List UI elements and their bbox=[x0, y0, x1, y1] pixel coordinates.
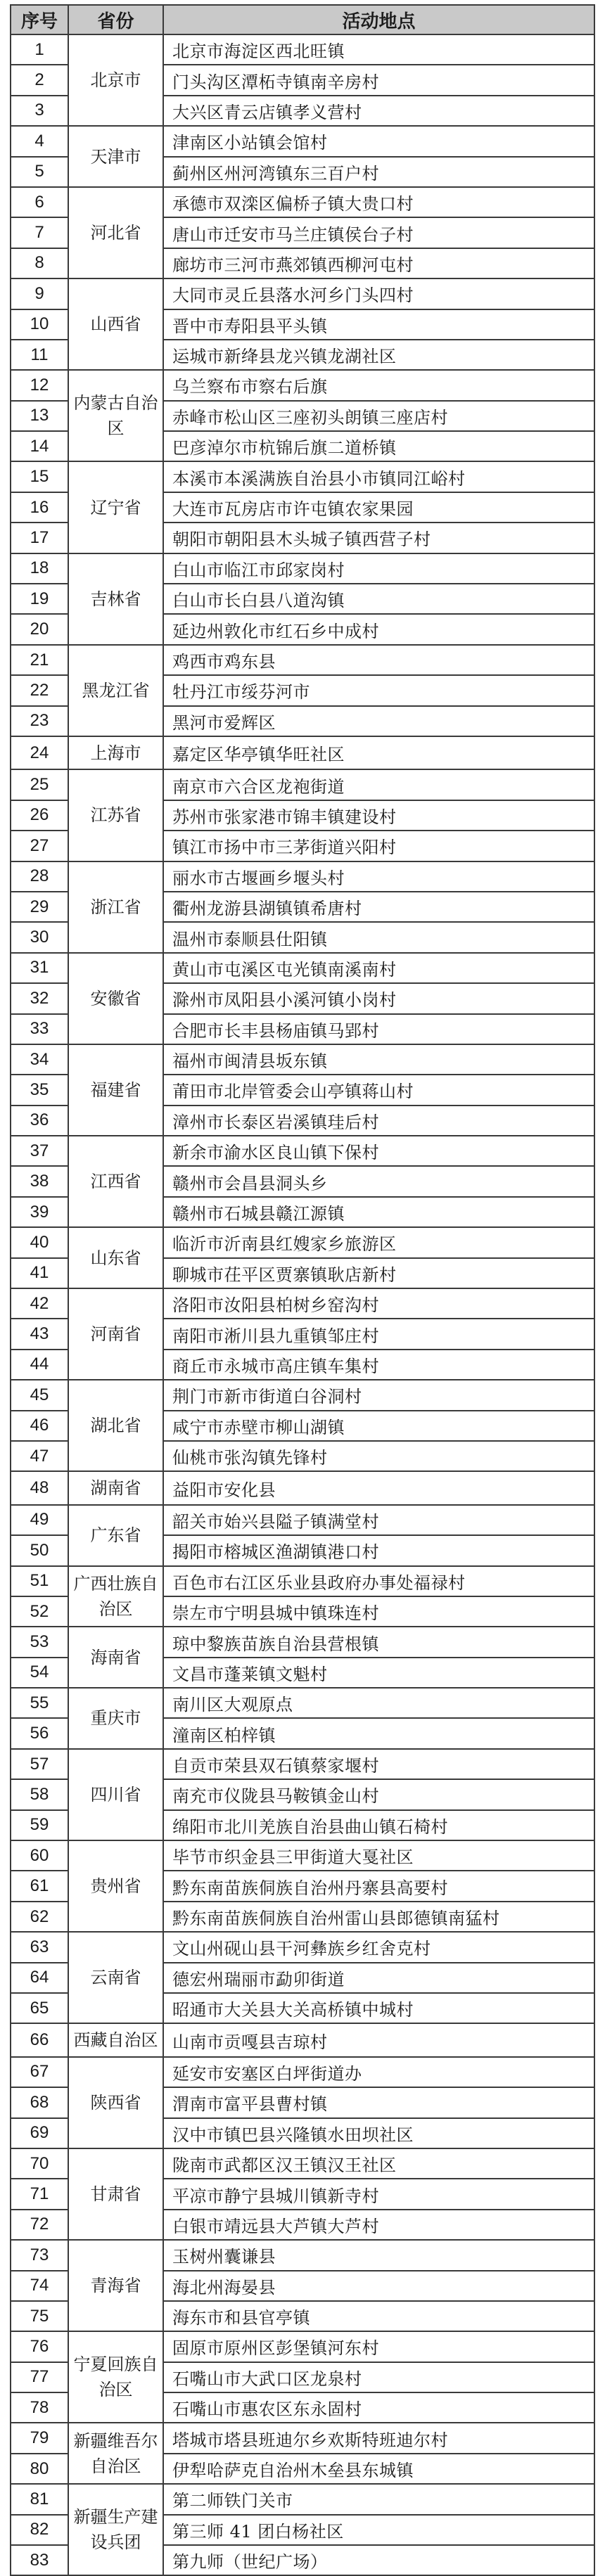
row-index: 40 bbox=[11, 1227, 68, 1257]
province-cell: 广西壮族自治区 bbox=[68, 1566, 163, 1627]
location-cell: 山南市贡嘎县吉琼村 bbox=[163, 2023, 594, 2056]
location-cell: 第二师铁门关市 bbox=[163, 2484, 594, 2514]
location-cell: 运城市新绛县龙兴镇龙湖社区 bbox=[163, 340, 594, 370]
location-cell: 陇南市武都区汉王镇汉王社区 bbox=[163, 2148, 594, 2179]
location-cell: 南充市仪陇县马鞍镇金山村 bbox=[163, 1779, 594, 1809]
row-index: 52 bbox=[11, 1596, 68, 1627]
row-index: 27 bbox=[11, 831, 68, 861]
province-cell: 内蒙古自治区 bbox=[68, 370, 163, 461]
row-index: 14 bbox=[11, 431, 68, 461]
table-row bbox=[11, 769, 594, 800]
province-cell: 青海省 bbox=[68, 2240, 163, 2331]
location-cell: 石嘴山市惠农区东永固村 bbox=[163, 2392, 594, 2423]
row-index: 3 bbox=[11, 96, 68, 126]
location-cell: 临沂市沂南县红嫂家乡旅游区 bbox=[163, 1227, 594, 1257]
table-row bbox=[11, 126, 594, 156]
row-index: 18 bbox=[11, 553, 68, 584]
location-cell: 鸡西市鸡东县 bbox=[163, 645, 594, 675]
location-cell: 漳州市长泰区岩溪镇珪后村 bbox=[163, 1106, 594, 1136]
row-index: 20 bbox=[11, 614, 68, 644]
location-cell: 第三师 41 团白杨社区 bbox=[163, 2515, 594, 2545]
row-index: 41 bbox=[11, 1258, 68, 1288]
location-cell: 崇左市宁明县城中镇珠连村 bbox=[163, 1596, 594, 1627]
row-index: 39 bbox=[11, 1197, 68, 1227]
province-cell: 安徽省 bbox=[68, 953, 163, 1044]
location-cell: 毕节市织金县三甲街道大戛社区 bbox=[163, 1840, 594, 1871]
location-cell: 赣州市会昌县洞头乡 bbox=[163, 1166, 594, 1196]
row-index: 30 bbox=[11, 922, 68, 952]
row-index: 34 bbox=[11, 1044, 68, 1075]
province-cell: 四川省 bbox=[68, 1749, 163, 1840]
location-cell: 赤峰市松山区三座初头朗镇三座店村 bbox=[163, 401, 594, 431]
header-province: 省份 bbox=[68, 5, 163, 34]
row-index: 22 bbox=[11, 675, 68, 705]
row-index: 69 bbox=[11, 2118, 68, 2148]
row-index: 75 bbox=[11, 2301, 68, 2331]
location-cell: 新余市渝水区良山镇下保村 bbox=[163, 1136, 594, 1166]
location-cell: 乌兰察布市察右后旗 bbox=[163, 370, 594, 400]
province-cell: 山西省 bbox=[68, 278, 163, 370]
table-row bbox=[11, 553, 594, 584]
row-index: 58 bbox=[11, 1779, 68, 1809]
location-cell: 黔东南苗族侗族自治州丹寨县高要村 bbox=[163, 1871, 594, 1901]
location-cell: 廊坊市三河市燕郊镇西柳河屯村 bbox=[163, 248, 594, 278]
location-cell: 唐山市迁安市马兰庄镇侯台子村 bbox=[163, 217, 594, 248]
table-row bbox=[11, 1688, 594, 1718]
location-cell: 仙桃市张沟镇先锋村 bbox=[163, 1441, 594, 1471]
row-index: 42 bbox=[11, 1288, 68, 1319]
location-cell: 第九师（世纪广场） bbox=[163, 2545, 594, 2575]
province-cell: 湖北省 bbox=[68, 1380, 163, 1471]
table-row bbox=[11, 1288, 594, 1319]
row-index: 57 bbox=[11, 1749, 68, 1779]
row-index: 62 bbox=[11, 1902, 68, 1932]
location-cell: 固原市原州区彭堡镇河东村 bbox=[163, 2331, 594, 2362]
location-cell: 延安市安塞区白坪街道办 bbox=[163, 2057, 594, 2087]
location-cell: 蓟州区州河湾镇东三百户村 bbox=[163, 157, 594, 187]
row-index: 33 bbox=[11, 1014, 68, 1044]
location-cell: 玉树州囊谦县 bbox=[163, 2240, 594, 2270]
table-row bbox=[11, 2423, 594, 2453]
row-index: 17 bbox=[11, 523, 68, 553]
province-cell: 贵州省 bbox=[68, 1840, 163, 1932]
location-cell: 南京市六合区龙袍街道 bbox=[163, 769, 594, 800]
row-index: 82 bbox=[11, 2515, 68, 2545]
row-index: 68 bbox=[11, 2087, 68, 2117]
row-index: 49 bbox=[11, 1505, 68, 1535]
table-row bbox=[11, 953, 594, 983]
row-index: 66 bbox=[11, 2023, 68, 2056]
location-cell: 朝阳市朝阳县木头城子镇西营子村 bbox=[163, 523, 594, 553]
row-index: 6 bbox=[11, 187, 68, 217]
row-index: 23 bbox=[11, 706, 68, 736]
row-index: 37 bbox=[11, 1136, 68, 1166]
location-cell: 海北州海晏县 bbox=[163, 2271, 594, 2301]
row-index: 63 bbox=[11, 1932, 68, 1962]
location-cell: 荆门市新市街道白谷洞村 bbox=[163, 1380, 594, 1410]
location-cell: 百色市右江区乐业县政府办事处福禄村 bbox=[163, 1566, 594, 1596]
table-row bbox=[11, 645, 594, 675]
location-cell: 镇江市扬中市三茅街道兴阳村 bbox=[163, 831, 594, 861]
row-index: 45 bbox=[11, 1380, 68, 1410]
row-index: 46 bbox=[11, 1411, 68, 1441]
header-location: 活动地点 bbox=[163, 5, 594, 34]
location-cell: 津南区小站镇会馆村 bbox=[163, 126, 594, 156]
row-index: 61 bbox=[11, 1871, 68, 1901]
location-cell: 韶关市始兴县隘子镇满堂村 bbox=[163, 1505, 594, 1535]
row-index: 50 bbox=[11, 1535, 68, 1565]
table-row bbox=[11, 1227, 594, 1257]
location-cell: 福州市闽清县坂东镇 bbox=[163, 1044, 594, 1075]
location-cell: 大兴区青云店镇孝义营村 bbox=[163, 96, 594, 126]
province-cell: 山东省 bbox=[68, 1227, 163, 1288]
table-row bbox=[11, 1566, 594, 1596]
location-cell: 汉中市镇巴县兴隆镇水田坝社区 bbox=[163, 2118, 594, 2148]
location-cell: 赣州市石城县赣江源镇 bbox=[163, 1197, 594, 1227]
location-cell: 合肥市长丰县杨庙镇马郢村 bbox=[163, 1014, 594, 1044]
table-row bbox=[11, 34, 594, 65]
activity-location-sheet bbox=[10, 4, 594, 2576]
province-cell: 吉林省 bbox=[68, 553, 163, 645]
row-index: 28 bbox=[11, 861, 68, 892]
row-index: 78 bbox=[11, 2392, 68, 2423]
location-cell: 昭通市大关县大关高桥镇中城村 bbox=[163, 1993, 594, 2023]
location-cell: 绵阳市北川羌族自治县曲山镇石椅村 bbox=[163, 1810, 594, 1840]
location-cell: 自贡市荣县双石镇蔡家堰村 bbox=[163, 1749, 594, 1779]
location-cell: 黄山市屯溪区屯光镇南溪南村 bbox=[163, 953, 594, 983]
row-index: 55 bbox=[11, 1688, 68, 1718]
row-index: 74 bbox=[11, 2271, 68, 2301]
province-cell: 云南省 bbox=[68, 1932, 163, 2023]
location-cell: 白银市靖远县大芦镇大芦村 bbox=[163, 2210, 594, 2240]
table-header bbox=[11, 5, 594, 34]
location-cell: 聊城市茌平区贾寨镇耿店新村 bbox=[163, 1258, 594, 1288]
row-index: 12 bbox=[11, 370, 68, 400]
row-index: 44 bbox=[11, 1350, 68, 1380]
location-cell: 伊犁哈萨克自治州木垒县东城镇 bbox=[163, 2454, 594, 2484]
table-row bbox=[11, 1932, 594, 1962]
province-cell: 广东省 bbox=[68, 1505, 163, 1566]
province-cell: 黑龙江省 bbox=[68, 645, 163, 736]
table-row bbox=[11, 1471, 594, 1504]
row-index: 73 bbox=[11, 2240, 68, 2270]
location-cell: 苏州市张家港市锦丰镇建设村 bbox=[163, 800, 594, 831]
location-cell: 潼南区柏梓镇 bbox=[163, 1718, 594, 1748]
province-cell: 重庆市 bbox=[68, 1688, 163, 1749]
row-index: 36 bbox=[11, 1106, 68, 1136]
location-cell: 白山市长白县八道沟镇 bbox=[163, 584, 594, 614]
province-cell: 河北省 bbox=[68, 187, 163, 278]
location-cell: 平凉市静宁县城川镇新寺村 bbox=[163, 2179, 594, 2209]
row-index: 21 bbox=[11, 645, 68, 675]
location-cell: 揭阳市榕城区渔湖镇港口村 bbox=[163, 1535, 594, 1565]
location-cell: 滁州市凤阳县小溪河镇小岗村 bbox=[163, 983, 594, 1013]
row-index: 38 bbox=[11, 1166, 68, 1196]
location-cell: 莆田市北岸管委会山亭镇蒋山村 bbox=[163, 1075, 594, 1105]
table-row bbox=[11, 2331, 594, 2362]
row-index: 83 bbox=[11, 2545, 68, 2575]
location-cell: 南川区大观原点 bbox=[163, 1688, 594, 1718]
row-index: 77 bbox=[11, 2362, 68, 2392]
province-cell: 海南省 bbox=[68, 1627, 163, 1688]
row-index: 5 bbox=[11, 157, 68, 187]
row-index: 16 bbox=[11, 492, 68, 523]
location-cell: 塔城市塔县班迪尔乡欢斯特班迪尔村 bbox=[163, 2423, 594, 2453]
table-row bbox=[11, 1136, 594, 1166]
location-cell: 牡丹江市绥芬河市 bbox=[163, 675, 594, 705]
location-cell: 门头沟区潭柘寺镇南辛房村 bbox=[163, 65, 594, 95]
location-cell: 北京市海淀区西北旺镇 bbox=[163, 34, 594, 65]
row-index: 43 bbox=[11, 1319, 68, 1349]
location-cell: 巴彦淖尔市杭锦后旗二道桥镇 bbox=[163, 431, 594, 461]
table-row bbox=[11, 2484, 594, 2514]
table-row bbox=[11, 461, 594, 492]
table-row bbox=[11, 1749, 594, 1779]
location-cell: 延边州敦化市红石乡中成村 bbox=[163, 614, 594, 644]
row-index: 64 bbox=[11, 1963, 68, 1993]
row-index: 8 bbox=[11, 248, 68, 278]
province-cell: 西藏自治区 bbox=[68, 2023, 163, 2056]
table-row bbox=[11, 370, 594, 400]
table-row bbox=[11, 278, 594, 309]
table-row bbox=[11, 1505, 594, 1535]
row-index: 70 bbox=[11, 2148, 68, 2179]
table-row bbox=[11, 2240, 594, 2270]
location-cell: 晋中市寿阳县平头镇 bbox=[163, 309, 594, 340]
row-index: 81 bbox=[11, 2484, 68, 2514]
row-index: 15 bbox=[11, 461, 68, 492]
location-cell: 德宏州瑞丽市勐卯街道 bbox=[163, 1963, 594, 1993]
row-index: 47 bbox=[11, 1441, 68, 1471]
row-index: 79 bbox=[11, 2423, 68, 2453]
location-cell: 南阳市淅川县九重镇邹庄村 bbox=[163, 1319, 594, 1349]
table-body bbox=[11, 34, 594, 2575]
row-index: 11 bbox=[11, 340, 68, 370]
row-index: 4 bbox=[11, 126, 68, 156]
location-cell: 咸宁市赤壁市柳山湖镇 bbox=[163, 1411, 594, 1441]
row-index: 31 bbox=[11, 953, 68, 983]
province-cell: 河南省 bbox=[68, 1288, 163, 1380]
row-index: 32 bbox=[11, 983, 68, 1013]
row-index: 60 bbox=[11, 1840, 68, 1871]
row-index: 53 bbox=[11, 1627, 68, 1657]
row-index: 29 bbox=[11, 892, 68, 922]
row-index: 13 bbox=[11, 401, 68, 431]
location-cell: 文昌市蓬莱镇文魁村 bbox=[163, 1658, 594, 1688]
row-index: 25 bbox=[11, 769, 68, 800]
province-cell: 江西省 bbox=[68, 1136, 163, 1227]
row-index: 67 bbox=[11, 2057, 68, 2087]
table-row bbox=[11, 1627, 594, 1657]
table-row bbox=[11, 736, 594, 769]
location-cell: 黔东南苗族侗族自治州雷山县郎德镇南猛村 bbox=[163, 1902, 594, 1932]
row-index: 72 bbox=[11, 2210, 68, 2240]
row-index: 76 bbox=[11, 2331, 68, 2362]
location-cell: 大同市灵丘县落水河乡门头四村 bbox=[163, 278, 594, 309]
row-index: 10 bbox=[11, 309, 68, 340]
table-row bbox=[11, 2148, 594, 2179]
location-cell: 琼中黎族苗族自治县营根镇 bbox=[163, 1627, 594, 1657]
row-index: 9 bbox=[11, 278, 68, 309]
province-cell: 浙江省 bbox=[68, 861, 163, 953]
row-index: 56 bbox=[11, 1718, 68, 1748]
row-index: 19 bbox=[11, 584, 68, 614]
location-cell: 洛阳市汝阳县柏树乡窑沟村 bbox=[163, 1288, 594, 1319]
location-cell: 嘉定区华亭镇华旺社区 bbox=[163, 736, 594, 769]
province-cell: 福建省 bbox=[68, 1044, 163, 1136]
location-cell: 渭南市富平县曹村镇 bbox=[163, 2087, 594, 2117]
activity-location-table bbox=[10, 4, 595, 2576]
province-cell: 天津市 bbox=[68, 126, 163, 187]
province-cell: 辽宁省 bbox=[68, 461, 163, 553]
location-cell: 海东市和县官亭镇 bbox=[163, 2301, 594, 2331]
location-cell: 本溪市本溪满族自治县小市镇同江峪村 bbox=[163, 461, 594, 492]
row-index: 1 bbox=[11, 34, 68, 65]
table-row bbox=[11, 187, 594, 217]
location-cell: 文山州砚山县干河彝族乡红舍克村 bbox=[163, 1932, 594, 1962]
location-cell: 衢州龙游县湖镇镇希唐村 bbox=[163, 892, 594, 922]
table-row bbox=[11, 1840, 594, 1871]
row-index: 26 bbox=[11, 800, 68, 831]
location-cell: 商丘市永城市高庄镇车集村 bbox=[163, 1350, 594, 1380]
row-index: 80 bbox=[11, 2454, 68, 2484]
province-cell: 陕西省 bbox=[68, 2057, 163, 2148]
location-cell: 白山市临江市邱家岗村 bbox=[163, 553, 594, 584]
row-index: 7 bbox=[11, 217, 68, 248]
location-cell: 大连市瓦房店市许屯镇农家果园 bbox=[163, 492, 594, 523]
row-index: 24 bbox=[11, 736, 68, 769]
province-cell: 甘肃省 bbox=[68, 2148, 163, 2240]
table-row bbox=[11, 2023, 594, 2056]
row-index: 59 bbox=[11, 1810, 68, 1840]
header-index: 序号 bbox=[11, 5, 68, 34]
province-cell: 湖南省 bbox=[68, 1471, 163, 1504]
province-cell: 宁夏回族自治区 bbox=[68, 2331, 163, 2423]
province-cell: 新疆生产建设兵团 bbox=[68, 2484, 163, 2575]
row-index: 65 bbox=[11, 1993, 68, 2023]
province-cell: 新疆维吾尔自治区 bbox=[68, 2423, 163, 2484]
table-row bbox=[11, 861, 594, 892]
row-index: 71 bbox=[11, 2179, 68, 2209]
row-index: 35 bbox=[11, 1075, 68, 1105]
table-row bbox=[11, 1044, 594, 1075]
row-index: 54 bbox=[11, 1658, 68, 1688]
location-cell: 益阳市安化县 bbox=[163, 1471, 594, 1504]
province-cell: 北京市 bbox=[68, 34, 163, 126]
location-cell: 丽水市古堰画乡堰头村 bbox=[163, 861, 594, 892]
location-cell: 温州市泰顺县仕阳镇 bbox=[163, 922, 594, 952]
province-cell: 上海市 bbox=[68, 736, 163, 769]
table-row bbox=[11, 1380, 594, 1410]
table-row bbox=[11, 2057, 594, 2087]
row-index: 2 bbox=[11, 65, 68, 95]
location-cell: 黑河市爱辉区 bbox=[163, 706, 594, 736]
province-cell: 江苏省 bbox=[68, 769, 163, 861]
location-cell: 承德市双滦区偏桥子镇大贵口村 bbox=[163, 187, 594, 217]
row-index: 48 bbox=[11, 1471, 68, 1504]
header-row bbox=[11, 5, 594, 34]
row-index: 51 bbox=[11, 1566, 68, 1596]
location-cell: 石嘴山市大武口区龙泉村 bbox=[163, 2362, 594, 2392]
